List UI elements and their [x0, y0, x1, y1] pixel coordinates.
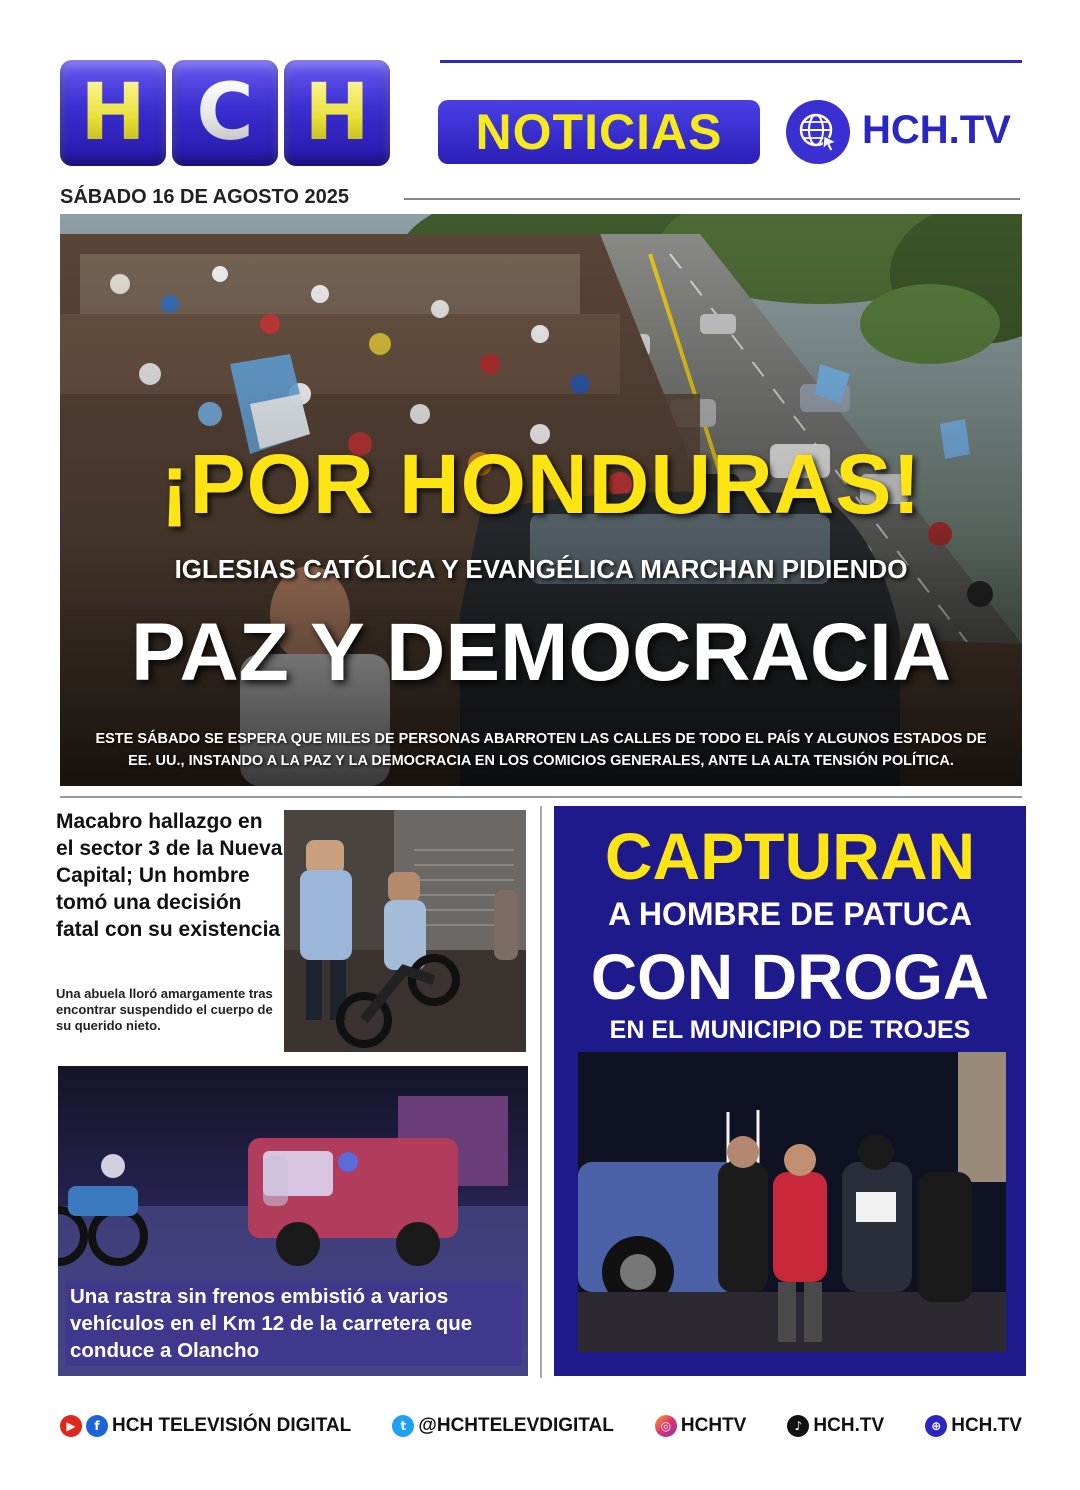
footer-web-label: HCH.TV [951, 1415, 1022, 1436]
hch-logo[interactable] [60, 60, 390, 166]
capture-headline-4: EN EL MUNICIPIO DE TROJES [609, 1016, 971, 1044]
column-divider [540, 806, 542, 1378]
youtube-icon: ▶ [60, 1415, 82, 1437]
globe-cursor-icon[interactable] [786, 100, 850, 164]
story-patuca-capture[interactable] [554, 806, 1026, 1376]
hero-description: ESTE SÁBADO SE ESPERA QUE MILES DE PERSONAS ABARROTEN LAS CALLES DE TODO EL PAÍS Y ALGUNOS ESTADOS DE EE. UU., INSTANDO A LA PAZ Y LA DEMOCRACIA EN LOS COMICIOS GENERALES, ANTE LA ALTA TENSIÓN POLÍTICA. [95, 731, 987, 769]
footer-web[interactable] [925, 1415, 1022, 1437]
logo-letter: H [80, 68, 146, 158]
story-rastra-caption: Una rastra sin frenos embistió a varios vehículos en el Km 12 de la carretera que conduce a Olancho [66, 1281, 522, 1366]
instagram-icon: ◎ [655, 1415, 677, 1437]
hero-kicker: ¡POR HONDURAS! [160, 437, 922, 531]
logo-box-h1 [60, 60, 166, 166]
capture-headline-1: CAPTURAN [604, 819, 976, 893]
footer-twitter[interactable] [392, 1415, 614, 1437]
footer-instagram-label: HCHTV [680, 1415, 747, 1436]
story-nueva-capital-headline[interactable]: Macabro hallazgo en el sector 3 de la Nueva Capital; Un hombre tomó una decisión fatal con su existencia [56, 810, 283, 941]
story-nueva-capital-summary: Una abuela lloró amargamente tras encontrar suspendido el cuerpo de su querido nieto. [56, 986, 273, 1033]
story-rastra-accident[interactable] [58, 1066, 528, 1376]
capture-headline-3: CON DROGA [590, 941, 990, 1013]
logo-letter: H [304, 68, 370, 158]
logo-letter: C [196, 68, 254, 158]
footer-tiktok-label: HCH.TV [813, 1415, 885, 1436]
footer-instagram[interactable] [655, 1415, 746, 1437]
site-link[interactable]: HCH.TV [862, 108, 1011, 152]
footer-twitter-label: @HCHTELEVDIGITAL [418, 1415, 614, 1436]
tiktok-icon: ♪ [787, 1415, 809, 1437]
header-rule [440, 60, 1022, 63]
noticias-badge [438, 100, 760, 164]
photo-arrest-night [578, 1052, 1006, 1352]
footer-facebook-label: HCH TELEVISIÓN DIGITAL [112, 1415, 352, 1436]
footer-tiktok[interactable] [787, 1415, 884, 1437]
photo-police-scene[interactable] [284, 810, 526, 1052]
globe-icon: ⊕ [925, 1415, 947, 1437]
hero-story[interactable] [60, 214, 1022, 786]
section-label: NOTICIAS [475, 104, 723, 160]
logo-box-h2 [284, 60, 390, 166]
facebook-icon: f [86, 1415, 108, 1437]
logo-box-c [172, 60, 278, 166]
hero-subheadline: IGLESIAS CATÓLICA Y EVANGÉLICA MARCHAN PIDIENDO [174, 554, 908, 584]
twitter-icon: t [392, 1415, 414, 1437]
hero-headline: PAZ Y DEMOCRACIA [130, 607, 952, 698]
social-footer [60, 1412, 1022, 1440]
capture-headline-2: A HOMBRE DE PATUCA [608, 896, 972, 932]
issue-date: SÁBADO 16 DE AGOSTO 2025 [60, 186, 349, 208]
section-rule [60, 796, 1022, 798]
date-rule [404, 198, 1020, 200]
footer-facebook-youtube[interactable] [60, 1415, 351, 1437]
